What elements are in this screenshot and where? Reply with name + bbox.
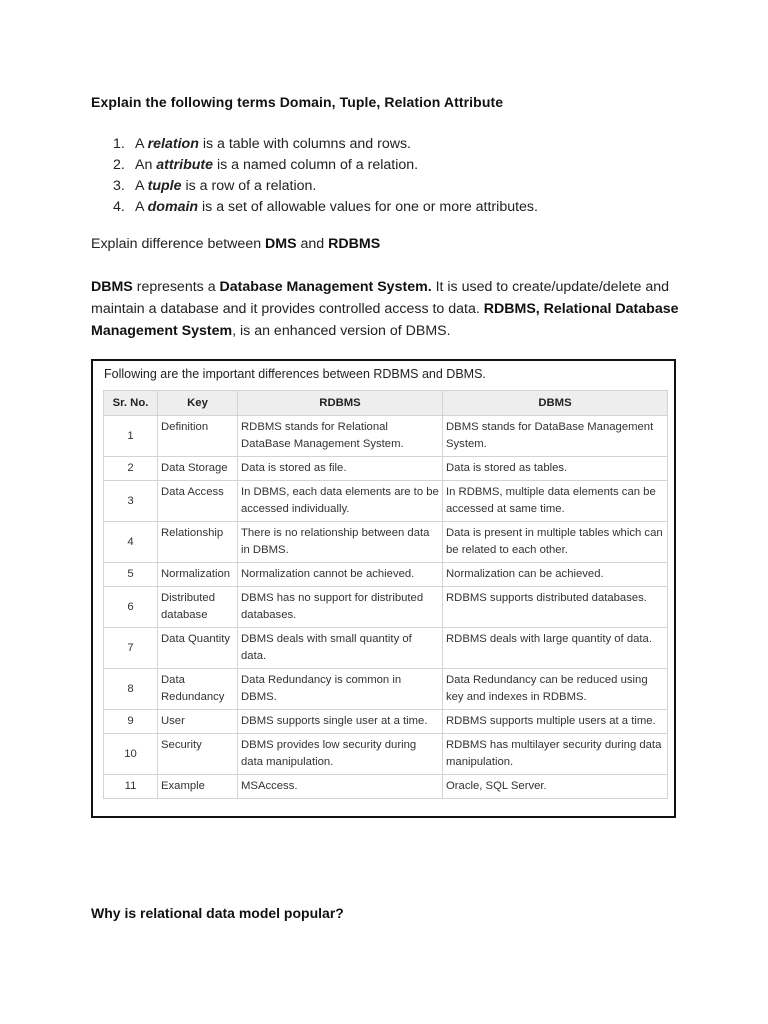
term-attribute: attribute bbox=[156, 157, 214, 173]
table-row: 5 Normalization Normalization cannot be achieved. Normalization can be achieved. bbox=[104, 563, 668, 587]
definition-item: 2. An attribute is a named column of a relation. bbox=[113, 157, 419, 173]
figure-caption: Following are the important differences between RDBMS and DBMS. bbox=[104, 367, 486, 381]
term-relation: relation bbox=[147, 136, 199, 152]
table-row: 1 Definition RDBMS stands for Relational DataBase Management System. DBMS stands for DataBase Management System. bbox=[104, 416, 668, 457]
table-row: 2 Data Storage Data is stored as file. Data is stored as tables. bbox=[104, 457, 668, 481]
table-row: 6 Distributed database DBMS has no support for distributed databases. RDBMS supports distributed databases. bbox=[104, 587, 668, 628]
term-tuple: tuple bbox=[147, 178, 182, 194]
comparison-table bbox=[103, 390, 668, 799]
definition-item: 1. A relation is a table with columns and rows. bbox=[113, 136, 411, 152]
header-sr-no: Sr. No. bbox=[104, 391, 158, 416]
table-row: 4 Relationship There is no relationship between data in DBMS. Data is present in multiple tables which can be related to each other. bbox=[104, 522, 668, 563]
term-domain: domain bbox=[147, 199, 199, 215]
table-row: 3 Data Access In DBMS, each data elements are to be accessed individually. In RDBMS, multiple data elements can be accessed at same time. bbox=[104, 481, 668, 522]
comparison-figure bbox=[91, 359, 676, 818]
table-row: 11 Example MSAccess. Oracle, SQL Server. bbox=[104, 775, 668, 799]
definition-item: 3. A tuple is a row of a relation. bbox=[113, 178, 317, 194]
table-row: 7 Data Quantity DBMS deals with small quantity of data. RDBMS deals with large quantity of data. bbox=[104, 628, 668, 669]
header-dbms: DBMS bbox=[443, 391, 668, 416]
definitions-list bbox=[113, 134, 538, 218]
header-key: Key bbox=[158, 391, 238, 416]
dbms-paragraph: DBMS represents a Database Management System. It is used to create/update/delete and maintain a database and it provides controlled access to data. RDBMS, Relational Database Management System, is an enhanced version of DBMS. bbox=[91, 279, 679, 339]
heading-terms: Explain the following terms Domain, Tuple, Relation Attribute bbox=[91, 94, 504, 110]
table-row: 10 Security DBMS provides low security during data manipulation. RDBMS has multilayer security during data manipulation. bbox=[104, 734, 668, 775]
table-row: 9 User DBMS supports single user at a time. RDBMS supports multiple users at a time. bbox=[104, 710, 668, 734]
relational-model-question: Why is relational data model popular? bbox=[91, 905, 344, 921]
table-row: 8 Data Redundancy Data Redundancy is common in DBMS. Data Redundancy can be reduced using key and indexes in RDBMS. bbox=[104, 669, 668, 710]
header-rdbms: RDBMS bbox=[238, 391, 443, 416]
definition-item: 4. A domain is a set of allowable values for one or more attributes. bbox=[113, 199, 538, 215]
difference-question: Explain difference between DMS and RDBMS bbox=[91, 236, 381, 252]
table-header-row bbox=[104, 391, 668, 416]
